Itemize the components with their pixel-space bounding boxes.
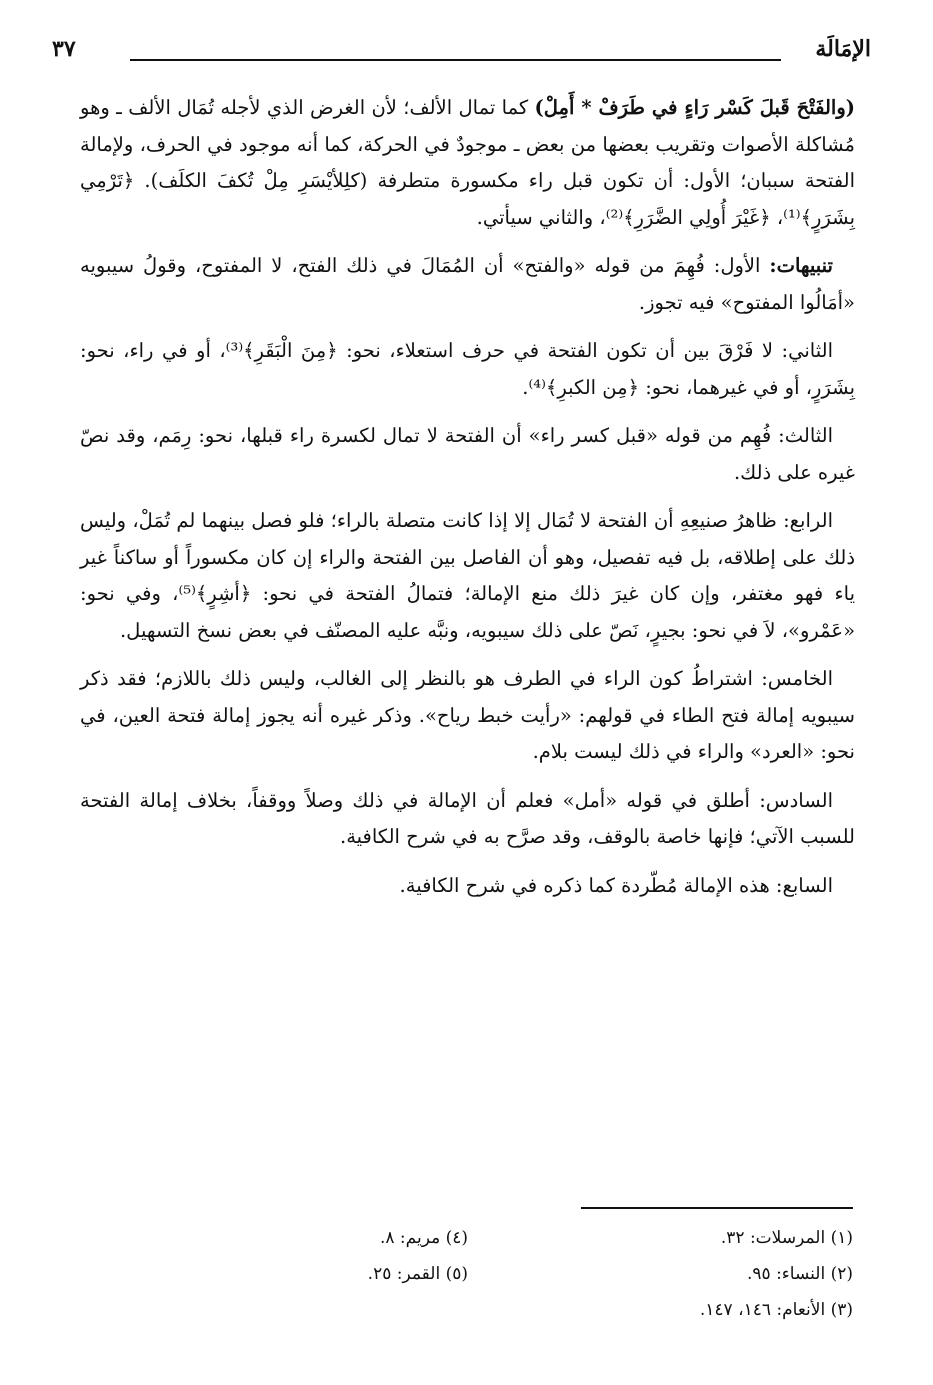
paragraph-third <box>80 418 855 491</box>
footnote-divider <box>581 1207 853 1209</box>
paragraph-text: الخامس: اشتراطُ كون الراء في الطرف هو بالنظر إلى الغالب، وليس ذلك باللازم؛ فقد ذكر سيبويه إمالة فتح الطاء في قولهم: «رأيت خبط رياح». وذكر غيره أنه يجوز إمالة فتحة العين، في نحو: «العرد» والراء في ذلك ليست بلام. <box>80 667 855 763</box>
header-rule <box>130 59 781 61</box>
footnote-3: (٣) الأنعام: ١٤٦، ١٤٧. <box>699 1300 853 1320</box>
footnote-4: (٤) مريم: ٨. <box>379 1228 468 1248</box>
paragraph-fifth <box>80 661 855 771</box>
paragraph-fourth <box>80 503 855 649</box>
footnote-5: (٥) القمر: ٢٥. <box>367 1264 468 1284</box>
verse-lead: (والفَتْحَ قَبلَ كَسْر رَاءٍ في طَرَفْ * أَمِلْ) <box>534 96 855 119</box>
paragraph-text: الثاني: لا فَرْقَ بين أن تكون الفتحة في حرف استعلاء، نحو: ﴿مِنَ الْبَقَرِ﴾⁽³⁾، أو في راء، نحو: بِشَرَرٍ، أو في غيرهما، نحو: ﴿مِن الكبرِ﴾⁽⁴⁾. <box>80 339 855 399</box>
paragraph-text: السادس: أطلق في قوله «أمل» فعلم أن الإمالة في ذلك وصلاً ووقفاً، بخلاف إمالة الفتحة للسبب الآتي؛ فإنها خاصة بالوقف، وقد صرَّح به في شرح الكافية. <box>80 788 855 848</box>
running-title: الإمَالَة <box>815 36 871 62</box>
running-header <box>52 36 871 68</box>
body-text <box>80 90 855 916</box>
paragraph-text: السابع: هذه الإمالة مُطّردة كما ذكره في شرح الكافية. <box>399 873 833 897</box>
paragraph-second <box>80 333 855 406</box>
footnotes <box>73 1228 853 1338</box>
paragraph-notes-first <box>80 248 855 321</box>
paragraph-intro <box>80 90 855 236</box>
paragraph-sixth <box>80 783 855 856</box>
paragraph-text: كما تمال الألف؛ لأن الغرض الذي لأجله تُمَال الألف ـ وهو مُشاكلة الأصوات وتقريب بعضها من بعض ـ موجودٌ في الحركة، كما أنه موجود في الحرف، ولإمالة الفتحة سببان؛ الأول: أن تكون قبل راء مكسورة متطرفة (كلِلأيْسَرِ مِلْ تُكفَ الكلَف). ﴿تَرْمِي بِشَرَرٍ﴾⁽¹⁾، ﴿غَيْرَ أُولِي الضَّرَرِ﴾⁽²⁾، والثاني سيأتي. <box>80 96 855 229</box>
footnote-2: (٢) النساء: ٩٥. <box>747 1264 853 1284</box>
footnote-1: (١) المرسلات: ٣٢. <box>720 1228 853 1248</box>
paragraph-text: الرابع: ظاهرُ صنيعِهِ أن الفتحة لا تُمَال إلا إذا كانت متصلة بالراء؛ فلو فصل بينهما لم تُمَلْ، وليس ذلك على إطلاقه، بل فيه تفصيل، وهو أن الفاصل بين الفتحة والراء إن كان مكسوراً أو ساكناً غير ياء فهو مغتفر، وإن كان غيرَ ذلك منع الإمالة؛ فتمالُ الفتحة في نحو: ﴿أشِرٍ﴾⁽⁵⁾، وفي نحو: «عَمْرو»، لاَ في نحو: بجيرٍ، نَصّ على ذلك سيبويه، ونبَّه عليه المصنّف في بعض نسخ التسهيل. <box>80 509 855 642</box>
page-number: ٣٧ <box>52 36 76 62</box>
paragraph-text: الأول: فُهِمَ من قوله «والفتح» أن المُمَالَ في ذلك الفتح، لا المفتوح، وقولُ سيبويه «أمَالُوا المفتوح» فيه تجوز. <box>80 254 855 314</box>
paragraph-seventh <box>80 868 855 905</box>
paragraph-text: الثالث: فُهِم من قوله «قبل كسر راء» أن الفتحة لا تمال لكسرة راء قبلها، نحو: رِمَم، وقد نصّ غيره على ذلك. <box>80 424 855 484</box>
notes-lead: تنبيهات: <box>769 254 833 277</box>
